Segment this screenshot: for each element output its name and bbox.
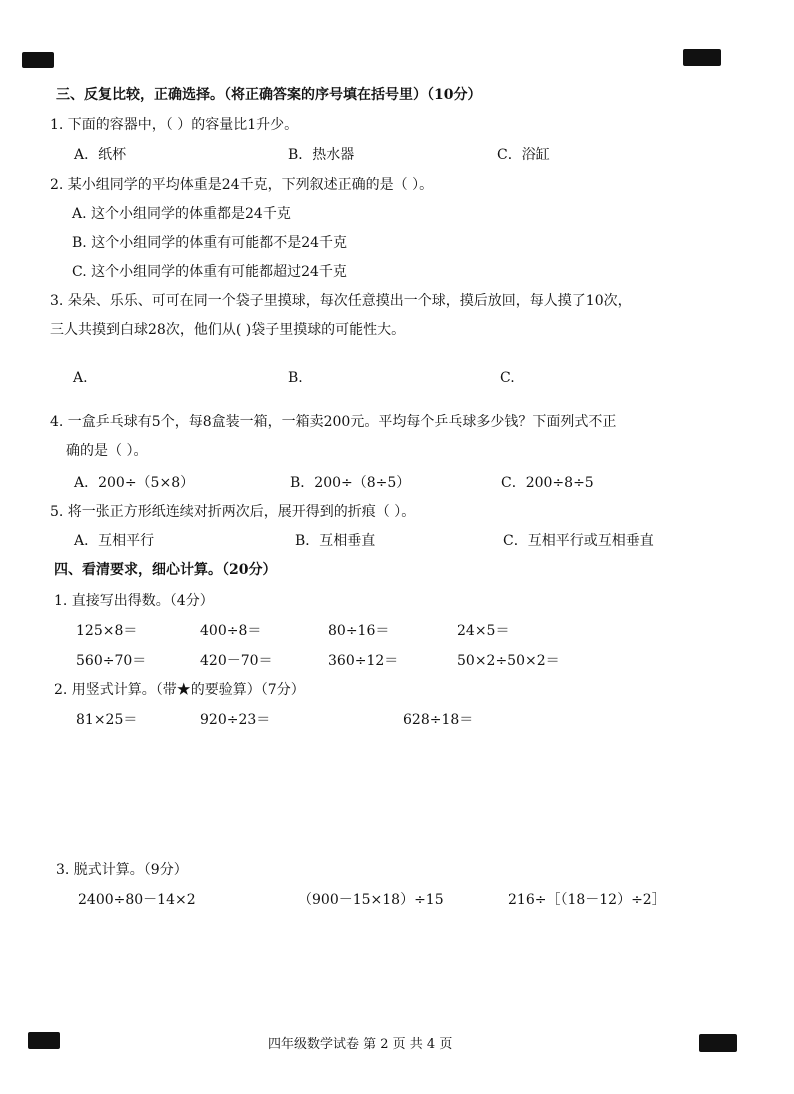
q1-option-b: B．热水器 [288,147,355,163]
q5-option-b: B．互相垂直 [295,533,376,549]
stepwise-calc-item: 2400÷80－14×2 [78,892,196,908]
q2-option-b: B. 这个小组同学的体重有可能都不是24千克 [72,235,348,251]
section-3-heading: 三、反复比较，正确选择。（将正确答案的序号填在括号里）（10分） [56,87,482,103]
page-footer: 四年级数学试卷 第 2 页 共 4 页 [268,1037,453,1052]
part2-title: 2. 用竖式计算。（带★的要验算）（7分） [54,682,305,698]
q4-option-b: B．200÷（8÷5） [290,475,411,491]
vertical-calc-item: 628÷18＝ [403,712,474,728]
redaction-mark-bottom-left [28,1032,60,1049]
q2-stem: 2. 某小组同学的平均体重是24千克，下列叙述正确的是（ ）。 [50,177,434,193]
q4-option-c: C．200÷8÷5 [501,475,594,491]
q5-option-a: A．互相平行 [74,533,155,549]
q3-option-b: B. [288,370,303,386]
calc-item: 360÷12＝ [328,653,399,669]
calc-item: 400÷8＝ [200,623,262,639]
q3-stem-line1: 3. 朵朵、乐乐、可可在同一个袋子里摸球，每次任意摸出一个球，摸后放回，每人摸了10次， [50,293,632,309]
stepwise-calc-item: 216÷［（18－12）÷2］ [508,892,666,908]
calc-item: 24×5＝ [457,623,510,639]
section-4-heading: 四、看清要求，细心计算。（20分） [54,562,277,578]
calc-item: 125×8＝ [76,623,138,639]
calc-item: 560÷70＝ [76,653,147,669]
q3-option-a: A. [73,370,88,386]
q1-option-a: A．纸杯 [74,147,127,163]
redaction-mark-bottom-right [699,1034,737,1052]
q4-option-a: A．200÷（5×8） [74,475,195,491]
q5-option-c: C．互相平行或互相垂直 [503,533,654,549]
q2-option-a: A. 这个小组同学的体重都是24千克 [72,206,291,222]
redaction-mark-top-right [683,49,721,66]
q4-stem-line1: 4. 一盒乒乓球有5个，每8盒装一箱，一箱卖200元。平均每个乒乓球多少钱？下面列式不正 [50,414,617,430]
vertical-calc-item: 920÷23＝ [200,712,271,728]
vertical-calc-item: 81×25＝ [76,712,138,728]
part1-title: 1. 直接写出得数。（4分） [54,593,214,609]
calc-item: 50×2÷50×2＝ [457,653,560,669]
redaction-mark-top-left [22,52,54,68]
q4-stem-line2: 确的是（ ）。 [66,443,148,459]
calc-item: 420－70＝ [200,653,273,669]
q3-option-c: C. [500,370,515,386]
q2-option-c: C. 这个小组同学的体重有可能都超过24千克 [72,264,347,280]
part3-title: 3. 脱式计算。（9分） [56,862,188,878]
q1-option-c: C．浴缸 [497,147,550,163]
q3-stem-line2: 三人共摸到白球28次，他们从( )袋子里摸球的可能性大。 [50,322,406,338]
q1-stem: 1. 下面的容器中，（ ）的容量比1升少。 [50,117,299,133]
stepwise-calc-item: （900－15×18）÷15 [298,892,444,908]
calc-item: 80÷16＝ [328,623,390,639]
q5-stem: 5. 将一张正方形纸连续对折两次后，展开得到的折痕（ ）。 [50,504,416,520]
